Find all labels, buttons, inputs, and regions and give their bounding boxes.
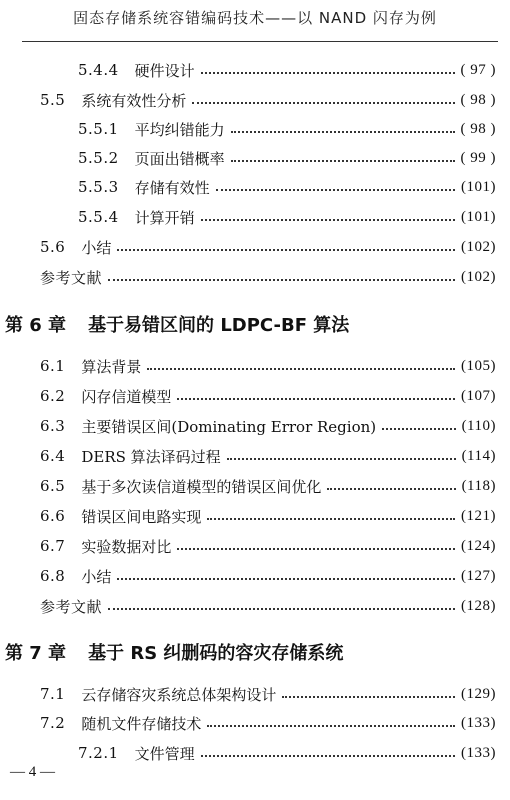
toc-entry-references[interactable] [40, 593, 496, 619]
toc-entry[interactable] [78, 174, 496, 200]
toc-entry[interactable] [40, 413, 496, 439]
chapter-label: 第 7 章 [5, 643, 67, 664]
toc-entry[interactable] [78, 116, 496, 142]
dot-leader [282, 696, 455, 698]
toc-number: 6.6 [40, 507, 66, 525]
toc-title: 基于多次读信道模型的错误区间优化 [81, 477, 322, 496]
toc-number: 5.5.2 [78, 149, 119, 167]
toc-title: 主要错误区间(Dominating Error Region) [81, 417, 377, 436]
toc-title: 参考文献 [40, 268, 103, 287]
toc-page: (101) [461, 178, 496, 195]
dot-leader [231, 131, 455, 133]
dot-leader [117, 249, 455, 251]
dot-leader [108, 279, 455, 281]
toc-entry[interactable] [40, 473, 496, 499]
toc-page: (107) [461, 387, 496, 404]
toc-page: (124) [461, 537, 496, 554]
page-number: — 4 — [10, 764, 55, 780]
chapter-title: 基于 RS 纠删码的容灾存储系统 [88, 643, 344, 664]
toc-number: 6.7 [40, 537, 66, 555]
toc-title: 小结 [81, 238, 112, 257]
toc-page: (121) [461, 507, 496, 524]
toc-number: 6.1 [40, 357, 66, 375]
dot-leader [227, 458, 456, 460]
dot-leader [117, 578, 455, 580]
toc-entry[interactable] [40, 503, 496, 529]
toc-page: ( 97 ) [460, 61, 496, 78]
toc-page: (128) [461, 597, 496, 614]
toc-entry-references[interactable] [40, 264, 496, 290]
toc-number: 5.5.4 [78, 208, 119, 226]
toc-page: (114) [461, 447, 496, 464]
chapter-label: 第 6 章 [5, 315, 67, 336]
toc-number: 6.4 [40, 447, 66, 465]
dot-leader [207, 518, 455, 520]
toc-title: 随机文件存储技术 [81, 714, 202, 733]
toc-number: 7.2 [40, 714, 66, 732]
toc-number: 6.8 [40, 567, 66, 585]
toc-title: 计算开销 [134, 208, 195, 227]
toc-entry[interactable] [40, 87, 496, 113]
toc-title: 云存储容灾系统总体架构设计 [81, 685, 277, 704]
toc-title: 小结 [81, 567, 112, 586]
toc-entry[interactable] [40, 383, 496, 409]
dot-leader [231, 160, 455, 162]
toc-number: 5.5.1 [78, 120, 119, 138]
running-header: 固态存储系统容错编码技术——以 NAND 闪存为例 [73, 9, 437, 27]
dot-leader [177, 548, 455, 550]
toc-page: (101) [461, 208, 496, 225]
toc-entry[interactable] [40, 681, 496, 707]
toc-title: 算法背景 [81, 357, 142, 376]
toc-page: (133) [461, 744, 496, 761]
toc-title: 平均纠错能力 [134, 120, 225, 139]
header-rule [22, 41, 498, 42]
toc-number: 6.5 [40, 477, 66, 495]
chapter-heading[interactable] [5, 309, 349, 339]
dot-leader [201, 72, 455, 74]
dot-leader [327, 488, 455, 490]
toc-page: ( 99 ) [460, 149, 496, 166]
toc-title: 硬件设计 [134, 61, 195, 80]
toc-title: 实验数据对比 [81, 537, 172, 556]
toc-page: (129) [461, 685, 496, 702]
dot-leader [108, 608, 455, 610]
toc-title: 页面出错概率 [134, 149, 225, 168]
toc-number: 5.5.3 [78, 178, 119, 196]
dot-leader [201, 755, 455, 757]
toc-entry[interactable] [40, 563, 496, 589]
dot-leader [201, 219, 455, 221]
toc-page: (105) [461, 357, 496, 374]
toc-number: 6.3 [40, 417, 66, 435]
toc-entry[interactable] [78, 57, 496, 83]
dot-leader [177, 398, 455, 400]
toc-number: 7.1 [40, 685, 66, 703]
toc-title: 系统有效性分析 [81, 91, 187, 110]
toc-title: DERS 算法译码过程 [81, 447, 221, 466]
dot-leader [207, 725, 455, 727]
toc-title: 参考文献 [40, 597, 103, 616]
toc-entry[interactable] [40, 533, 496, 559]
toc-entry[interactable] [78, 740, 496, 766]
chapter-title: 基于易错区间的 LDPC-BF 算法 [88, 315, 350, 336]
toc-entry[interactable] [78, 204, 496, 230]
toc-entry[interactable] [78, 145, 496, 171]
toc-page: (127) [461, 567, 496, 584]
toc-number: 7.2.1 [78, 744, 119, 762]
toc-title: 错误区间电路实现 [81, 507, 202, 526]
toc-entry[interactable] [40, 710, 496, 736]
toc-number: 6.2 [40, 387, 66, 405]
toc-number: 5.4.4 [78, 61, 119, 79]
toc-number: 5.6 [40, 238, 66, 256]
toc-page: ( 98 ) [460, 91, 496, 108]
toc-page: (102) [461, 238, 496, 255]
dot-leader [192, 102, 454, 104]
dot-leader [382, 428, 455, 430]
toc-page: (110) [461, 417, 496, 434]
toc-number: 5.5 [40, 91, 66, 109]
toc-entry[interactable] [40, 234, 496, 260]
toc-entry[interactable] [40, 443, 496, 469]
toc-title: 存储有效性 [134, 178, 210, 197]
toc-page: (102) [461, 268, 496, 285]
dot-leader [216, 189, 455, 191]
chapter-heading[interactable] [5, 637, 343, 667]
toc-page: ( 98 ) [460, 120, 496, 137]
toc-entry[interactable] [40, 353, 496, 379]
dot-leader [147, 368, 455, 370]
toc-title: 闪存信道模型 [81, 387, 172, 406]
toc-page: (118) [461, 477, 496, 494]
toc-page: (133) [461, 714, 496, 731]
toc-title: 文件管理 [134, 744, 195, 763]
